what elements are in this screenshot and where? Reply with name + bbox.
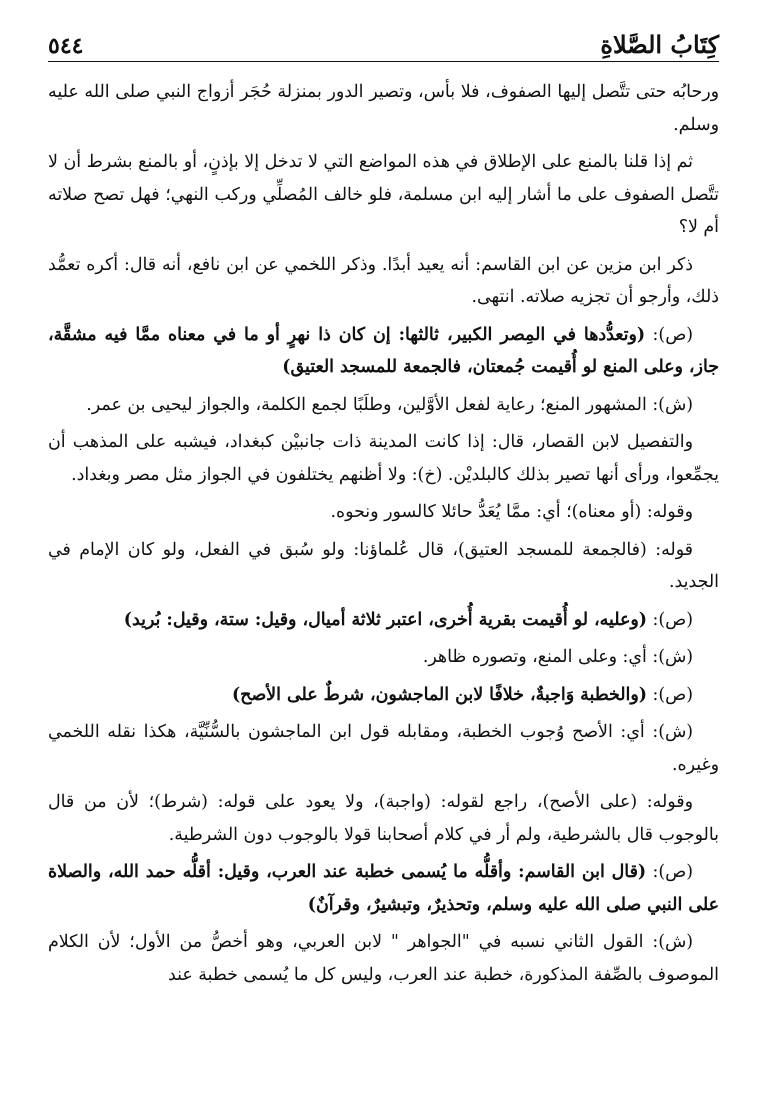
matn-text: (قال ابن القاسم: وأقلُّه ما يُسمى خطبة عند العرب، وقيل: أقلُّه حمد الله، والصلاة على النبي صلى الله عليه وسلم، وتحذيرٌ، وتبشيرٌ، وقرآنٌ) [48,862,719,915]
commentary-text: ذكر ابن مزين عن ابن القاسم: أنه يعيد أبدًا. وذكر اللخمي عن ابن نافع، أنه قال: أكره تعمُّد ذلك، وأرجو أن تجزيه صلاته. انتهى. [48,254,719,307]
matn-text: (وعليه، لو أُقيمت بقرية أُخرى، اعتبر ثلاثة أميال، وقيل: ستة، وقيل: بُريد) [123,609,648,630]
running-head [48,0,719,62]
paragraph [48,716,719,781]
commentary-text: ثم إذا قلنا بالمنع على الإطلاق في هذه المواضع التي لا تدخل إلا بإذنٍ، أو بالمنع بشرط أن لا تتَّصل الصفوف على ما أشار إليه ابن مسلمة، فلو خالف المُصلِّي وركب النهي؛ فهل تصح صلاته أم لا؟ [48,152,719,237]
paragraph [48,641,719,674]
paragraph [48,604,719,637]
commentary-text: وقوله: (على الأصح)، راجع لقوله: (واجبة)، ولا يعود على قوله: (شرط)؛ لأن من قال بالوجوب قال بالشرطية، ولم أر في كلام أصحابنا قولا بالوجوب دون الشرطية. [48,792,719,845]
matn-text: (وتعدُّدها في المِصر الكبير، ثالثها: إن كان ذا نهرٍ أو ما في معناه ممَّا فيه مشقَّة، جاز، وعلى المنع لو أُقيمت جُمعتان، فالجمعة للمسجد العتيق) [48,324,719,377]
page-number: ٥٤٤ [48,33,84,59]
commentary-text: (ص): [645,324,694,345]
commentary-text: (ش): أي: وعلى المنع، وتصوره ظاهر. [422,647,693,667]
paragraph [48,856,719,921]
commentary-text: (ش): المشهور المنع؛ رعاية لفعل الأوَّلين، وطلَبًا لجمع الكلمة، والجواز ليحيى بن عمر. [86,394,693,415]
paragraph [48,146,719,244]
commentary-text: (ص): [646,862,693,882]
paragraph [48,426,719,491]
commentary-text: (ص): [647,684,693,705]
commentary-text: والتفصيل لابن القصار، قال: إذا كانت المدينة ذات جانبيْن كبغداد، فيشبه على المذهب أن يجمِّعوا، ورأى أنها تصير بذلك كالبلديْن. (خ): ولا أظنهم يختلفون في الجواز مثل مصر وبغداد. [48,432,719,485]
commentary-text: وقوله: (أو معناه)؛ أي: ممَّا يُعَدُّ حائلا كالسور ونحوه. [330,502,693,522]
paragraph [48,319,719,384]
running-title: كِتَابُ الصَّلاةِ [600,30,719,59]
paragraph [48,679,719,712]
body-text [48,76,719,991]
paragraph [48,786,719,851]
paragraph [48,926,719,991]
commentary-text: (ش): القول الثاني نسبه في "الجواهر " لابن العربي، وهو أخصُّ من الأول؛ لأن الكلام الموصوف بالصِّفة المذكورة، خطبة عند العرب، وليس كل ما يُسمى خطبة عند [48,932,719,985]
paragraph [48,496,719,529]
paragraph [48,76,719,141]
commentary-text: (ش): أي: الأصح وُجوب الخطبة، ومقابله قول ابن الماجشون بالسُّنِّيَّة، هكذا نقله اللخمي وغيره. [48,722,719,775]
matn-text: (والخطبة وَاجبةٌ، خلافًا لابن الماجشون، شرطٌ على الأصح) [231,684,648,705]
paragraph [48,389,719,422]
commentary-text: ورحابُه حتى تتَّصل إليها الصفوف، فلا بأس، وتصير الدور بمنزلة حُجَر أزواج النبي صلى الله عليه وسلم. [48,82,719,135]
paragraph [48,249,719,314]
commentary-text: قوله: (فالجمعة للمسجد العتيق)، قال عُلماؤنا: ولو سُبق في الفعل، ولو كان الإمام في الجديد. [48,539,719,592]
commentary-text: (ص): [647,609,693,630]
paragraph [48,534,719,599]
